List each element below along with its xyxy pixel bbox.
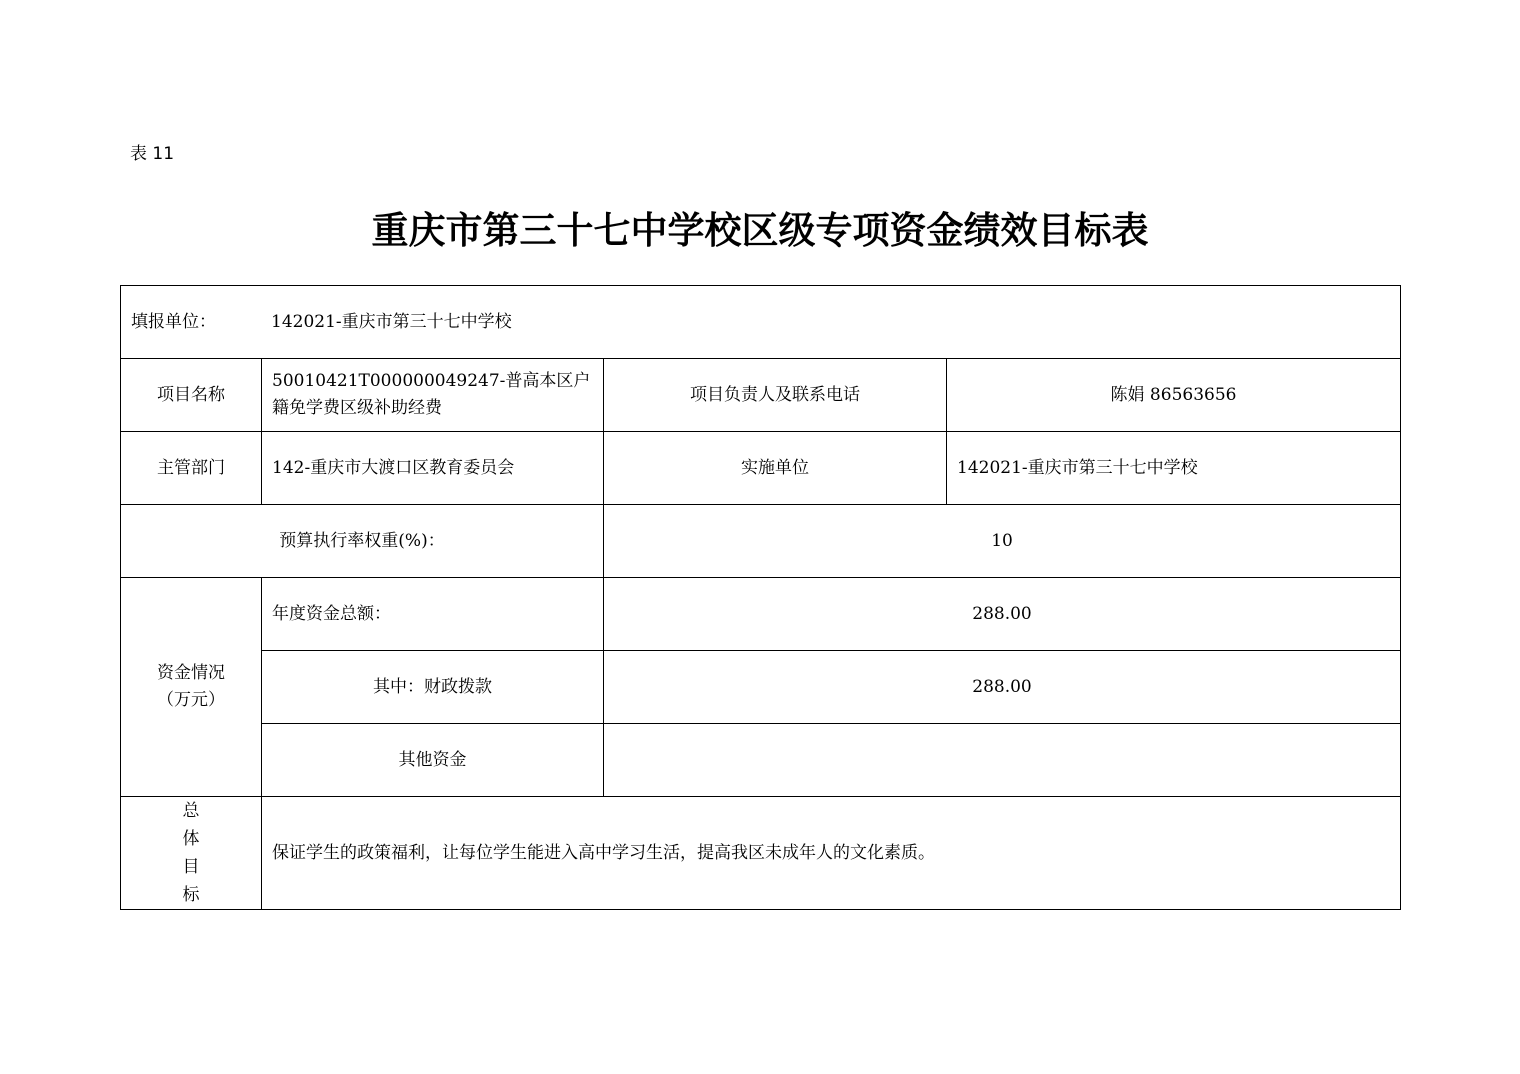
funds-label-line1: 资金情况 [157,663,225,683]
department-value: 142-重庆市大渡口区教育委员会 [262,432,604,505]
overall-goal-row [121,797,1401,910]
page-title: 重庆市第三十七中学校区级专项资金绩效目标表 [371,209,1149,252]
goal-label-char: 标 [182,885,200,905]
department-label: 主管部门 [121,432,262,505]
implementer-value: 142021-重庆市第三十七中学校 [947,432,1401,505]
fiscal-row [121,651,1401,724]
reporting-unit-label: 填报单位： [131,311,216,332]
budget-rate-row [121,505,1401,578]
reporting-unit-value: 142021-重庆市第三十七中学校 [271,311,512,332]
annual-total-value: 288.00 [604,578,1401,651]
performance-target-table [120,285,1401,910]
goal-label-char: 体 [182,829,200,849]
implementer-label: 实施单位 [604,432,947,505]
other-funds-value [604,724,1401,797]
other-funds-label: 其他资金 [262,724,604,797]
project-lead-label: 项目负责人及联系电话 [604,359,947,432]
annual-total-row [121,578,1401,651]
reporting-unit-cell [121,286,1401,359]
overall-goal-label [121,797,262,910]
project-lead-value: 陈娟 86563656 [947,359,1401,432]
fiscal-label: 其中：财政拨款 [262,651,604,724]
project-name-value: 50010421T000000049247-普高本区户籍免学费区级补助经费 [262,359,604,432]
project-name-label: 项目名称 [121,359,262,432]
annual-total-label: 年度资金总额： [262,578,604,651]
table-number: 表 11 [130,144,175,164]
project-name-row [121,359,1401,432]
goal-label-char: 目 [182,857,200,877]
other-funds-row [121,724,1401,797]
reporting-unit-row [121,286,1401,359]
department-row [121,432,1401,505]
budget-rate-label: 预算执行率权重(%)： [121,505,604,578]
funds-label-line2: （万元） [157,690,225,710]
overall-goal-value: 保证学生的政策福利，让每位学生能进入高中学习生活，提高我区未成年人的文化素质。 [262,797,1401,910]
goal-label-char: 总 [182,801,200,821]
fiscal-value: 288.00 [604,651,1401,724]
funds-label [121,578,262,797]
budget-rate-value: 10 [604,505,1401,578]
